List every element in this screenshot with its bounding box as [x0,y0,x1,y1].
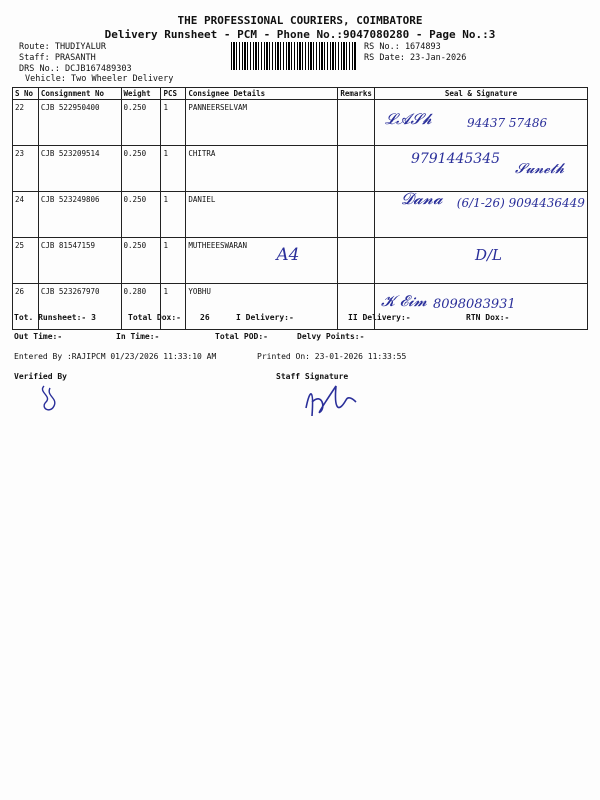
col-consignment: Consignment No [38,88,121,100]
runsheet-table [12,87,588,330]
cell-pcs: 1 [161,238,186,284]
verified-by: Verified By [14,372,67,381]
company-title: THE PROFESSIONAL COURIERS, COIMBATORE [177,14,423,27]
cell-consignee: DANIEL [186,192,338,238]
consignee-name: MUTHEEESWARAN [188,241,248,250]
cell-remarks [338,284,375,330]
i-delivery: I Delivery:- [236,313,294,322]
signature-scribble: 𝓢𝓾𝓷𝓮𝓽𝓱 [514,161,565,177]
cell-signature [374,284,587,330]
handwritten-note: D/L [474,246,502,264]
total-pod: Total POD:- [215,332,268,341]
cell-consignee: YOBHU [186,284,338,330]
cell-pcs: 1 [161,100,186,146]
total-dox-value: 26 [200,313,210,322]
col-sno: S No [13,88,39,100]
entered-by: Entered By :RAJIPCM 01/23/2026 11:33:10 AM [14,352,217,361]
cell-consignee [186,238,338,284]
cell-signature [374,189,587,238]
cell-sno: 24 [13,192,39,238]
rs-date: RS Date: 23-Jan-2026 [364,53,467,63]
rtn-dox: RTN Dox:- [466,313,510,322]
cell-weight: 0.280 [121,284,161,330]
ii-delivery: II Delivery:- [348,313,411,322]
delvy-points: Delvy Points:- [297,332,365,341]
col-remarks: Remarks [338,88,375,100]
cell-weight: 0.250 [121,146,161,192]
table-row [13,146,588,192]
in-time: In Time:- [116,332,160,341]
cell-consignment: CJB 523249806 [38,192,121,238]
cell-signature [374,146,587,192]
cell-consignment: CJB 522950400 [38,100,121,146]
col-pcs: PCS [161,88,186,100]
cell-signature [374,100,587,146]
cell-remarks [338,146,375,192]
cell-sno: 23 [13,146,39,192]
signature-scribble: 𝓛𝓐𝓢𝓱 [384,110,432,128]
cell-weight: 0.250 [121,100,161,146]
signature-scribble: 𝓚 𝓔𝓲𝓶 [380,292,427,310]
col-consignee: Consignee Details [186,88,338,100]
cell-sno: 22 [13,100,39,146]
staff-signature-label: Staff Signature [276,372,349,381]
rs-number: RS No.: 1674893 [364,42,441,52]
handwritten-note: A4 [276,245,300,265]
table-header-row [13,88,588,100]
handwritten-phone: 94437 57486 [466,116,548,130]
cell-sno: 25 [13,238,39,284]
cell-signature [374,238,587,284]
cell-consignee: CHITRA [186,146,338,192]
out-time: Out Time:- [14,332,63,341]
staff-signature [296,378,366,424]
cell-weight: 0.250 [121,192,161,238]
vehicle-label: Vehicle: Two Wheeler Delivery [25,74,174,84]
cell-remarks [338,100,375,146]
signature-scribble: 𝓓𝓪𝓷𝓪 [400,189,443,208]
table-row [13,100,588,146]
cell-consignment: CJB 523267970 [38,284,121,330]
handwritten-phone: (6/1-26) 9094436449 [456,196,585,210]
handwritten-phone: 9791445345 [410,151,501,167]
printed-on: Printed On: 23-01-2026 11:33:55 [257,352,407,361]
handwritten-phone: 8098083931 [432,297,516,312]
total-dox-label: Total Dox:- [128,313,181,322]
drs-number: DRS No.: DCJB167489303 [19,64,132,74]
table-row [13,238,588,284]
runsheet-subtitle: Delivery Runsheet - PCM - Phone No.:9047080280 - Page No.:3 [104,28,496,41]
cell-remarks [338,192,375,238]
barcode [231,42,356,70]
cell-pcs: 1 [161,284,186,330]
route-label: Route: THUDIYALUR [19,42,106,52]
col-signature: Seal & Signature [374,88,587,100]
cell-weight: 0.250 [121,238,161,284]
cell-pcs: 1 [161,146,186,192]
table-row [13,192,588,238]
staff-label: Staff: PRASANTH [19,53,96,63]
cell-remarks [338,238,375,284]
cell-pcs: 1 [161,192,186,238]
cell-sno: 26 [13,284,39,330]
cell-consignment: CJB 81547159 [38,238,121,284]
tot-runsheet: Tot. Runsheet:- 3 [14,313,96,322]
verified-signature [36,382,66,418]
cell-consignee: PANNEERSELVAM [186,100,338,146]
col-weight: Weight [121,88,161,100]
table-row [13,284,588,330]
cell-consignment: CJB 523209514 [38,146,121,192]
